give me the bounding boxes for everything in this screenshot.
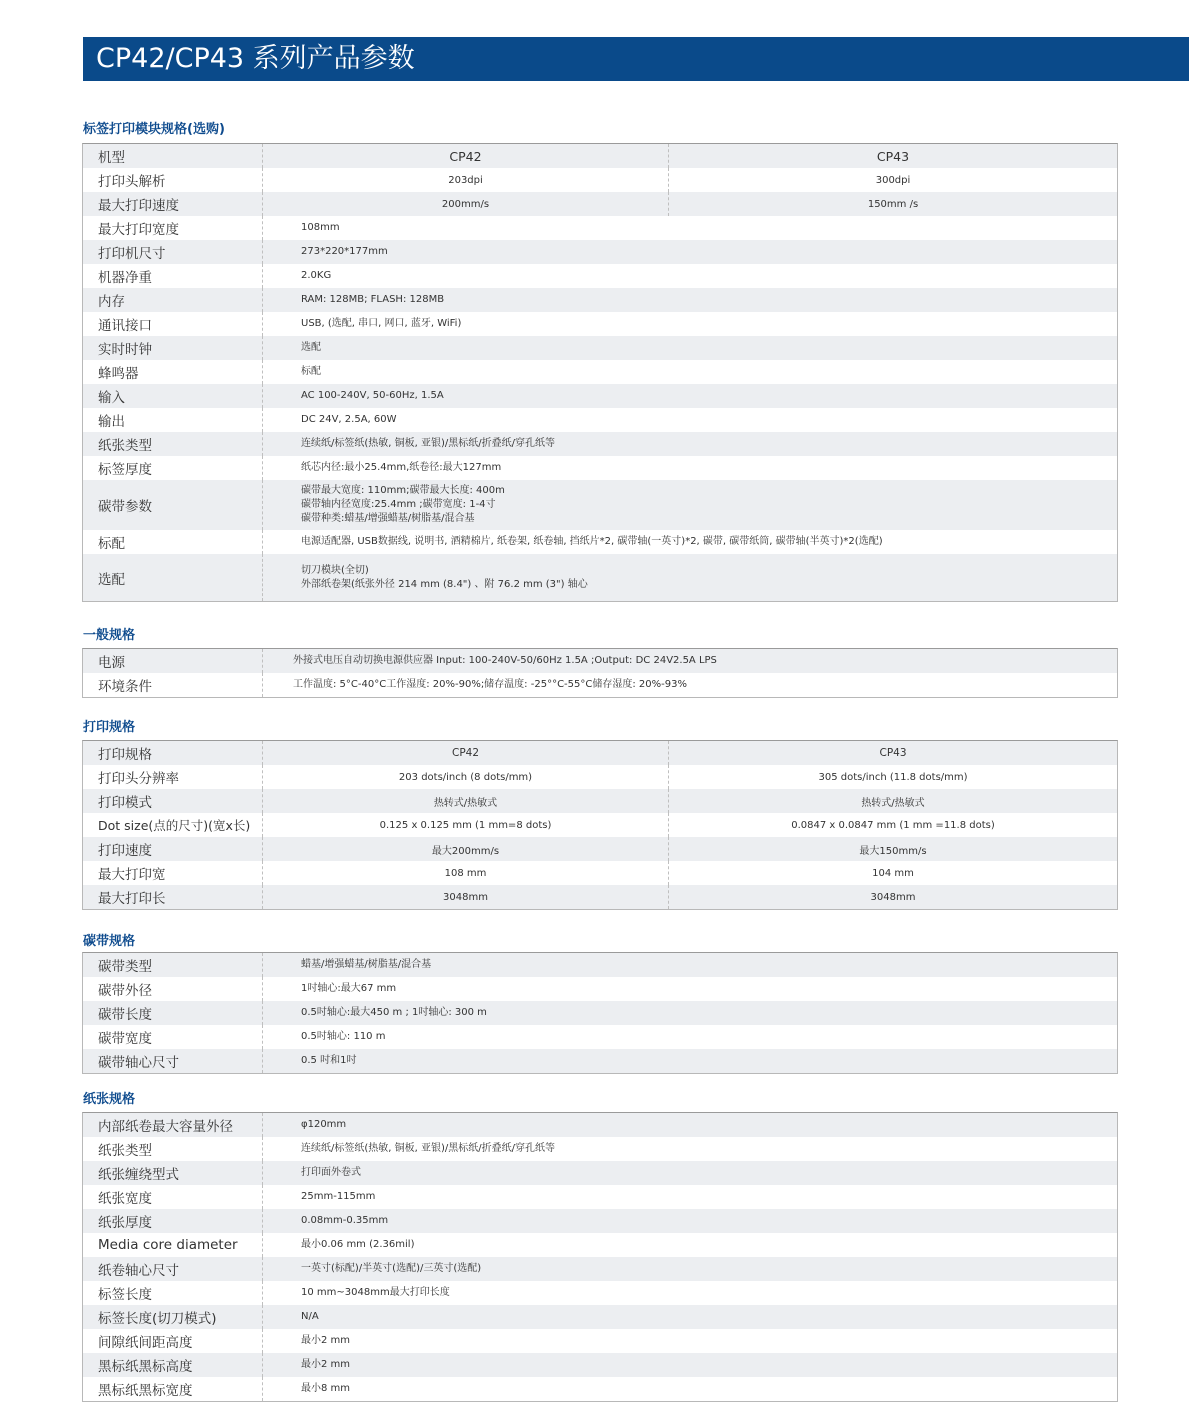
table-row <box>83 1137 1117 1161</box>
row-label: 标签厚度 <box>83 456 263 480</box>
table-row <box>83 1353 1117 1377</box>
row-label: 实时时钟 <box>83 336 263 360</box>
row-value: 最小2 mm <box>301 1359 351 1370</box>
ribbon-table <box>82 952 1118 1074</box>
table-row <box>83 554 1117 601</box>
table-row <box>83 480 1117 530</box>
general-table <box>82 648 1118 698</box>
table-row <box>83 1233 1117 1257</box>
row-label: 机型 <box>83 144 263 168</box>
row-value: 工作温度: 5°C-40°C工作湿度: 20%-90%;储存温度: -25°°C-55°C储存湿度: 20%-93% <box>293 679 687 690</box>
row-label: 纸张缠绕型式 <box>83 1161 263 1185</box>
row-label: 电源 <box>83 649 263 673</box>
cell-cp42: CP42 <box>263 144 669 168</box>
row-value: N/A <box>301 1311 319 1322</box>
table-row <box>83 1113 1117 1137</box>
row-label: 黑标纸黑标高度 <box>83 1353 263 1377</box>
table-row <box>83 240 1117 264</box>
row-label: 标签长度(切刀模式) <box>83 1305 263 1329</box>
table-row <box>83 1257 1117 1281</box>
table-row <box>83 336 1117 360</box>
cell-cp43: CP43 <box>876 148 910 164</box>
table-row <box>83 741 1117 765</box>
print-table <box>82 740 1118 910</box>
table-row <box>83 885 1117 909</box>
row-value: 108mm <box>301 222 340 233</box>
row-value: 一英寸(标配)/半英寸(选配)/三英寸(选配) <box>301 1263 482 1274</box>
cell-cp42: 203 dots/inch (8 dots/mm) <box>263 765 669 789</box>
table-row <box>83 1281 1117 1305</box>
table-row <box>83 837 1117 861</box>
row-value: 0.08mm-0.35mm <box>301 1215 389 1226</box>
row-value: 连续纸/标签纸(热敏, 铜板, 亚银)/黑标纸/折叠纸/穿孔纸等 <box>301 1143 555 1154</box>
table-row <box>83 1329 1117 1353</box>
row-label: 最大打印宽 <box>83 861 263 885</box>
row-label: 纸卷轴心尺寸 <box>83 1257 263 1281</box>
row-value: 0.5吋轴心:最大450 m ; 1吋轴心: 300 m <box>301 1007 487 1018</box>
table-row <box>83 649 1117 673</box>
ribbon-line-2: 碳带轴内径宽度:25.4mm ;碳带宽度: 1-4寸 <box>301 499 496 510</box>
row-label: 打印机尺寸 <box>83 240 263 264</box>
row-value: USB, (选配, 串口, 网口, 蓝牙, WiFi) <box>301 318 462 329</box>
row-label: 打印头分辨率 <box>83 765 263 789</box>
table-row <box>83 1305 1117 1329</box>
page-title-banner: CP42/CP43 系列产品参数 <box>83 37 1189 81</box>
cell-cp43: 305 dots/inch (11.8 dots/mm) <box>818 771 968 783</box>
table-row <box>83 1185 1117 1209</box>
cell-cp43: 150mm /s <box>867 198 919 210</box>
section-title-ribbon: 碳带规格 <box>83 934 136 949</box>
row-value: 0.5吋轴心: 110 m <box>301 1031 386 1042</box>
table-row <box>83 1001 1117 1025</box>
table-row <box>83 789 1117 813</box>
table-row <box>83 408 1117 432</box>
row-label: 最大打印长 <box>83 885 263 909</box>
row-label: Dot size(点的尺寸)(宽x长) <box>83 813 263 837</box>
row-label: 最大打印速度 <box>83 192 263 216</box>
cell-cp42: 3048mm <box>263 885 669 909</box>
row-label: 打印速度 <box>83 837 263 861</box>
row-label: 选配 <box>83 554 263 601</box>
table-row <box>83 861 1117 885</box>
cell-cp43: 热转式/热敏式 <box>861 797 925 809</box>
row-label: 纸张类型 <box>83 432 263 456</box>
row-label: 打印模式 <box>83 789 263 813</box>
row-label: 通讯接口 <box>83 312 263 336</box>
row-label: 标配 <box>83 530 263 554</box>
row-value: φ120mm <box>301 1119 347 1130</box>
table-row <box>83 765 1117 789</box>
row-value: 1吋轴心:最大67 mm <box>301 983 397 994</box>
section-title-label-module: 标签打印模块规格(选购) <box>83 122 225 137</box>
table-row <box>83 360 1117 384</box>
row-value: 外接式电压自动切换电源供应器 Input: 100-240V-50/60Hz 1.5A ;Output: DC 24V2.5A LPS <box>293 655 717 666</box>
row-label: 碳带类型 <box>83 953 263 977</box>
table-row <box>83 530 1117 554</box>
table-row <box>83 813 1117 837</box>
row-label: 蜂鸣器 <box>83 360 263 384</box>
row-label: 环境条件 <box>83 673 263 697</box>
row-label: 输入 <box>83 384 263 408</box>
table-row <box>83 264 1117 288</box>
row-value: 最小0.06 mm (2.36mil) <box>301 1239 415 1250</box>
row-label: 输出 <box>83 408 263 432</box>
table-row <box>83 1209 1117 1233</box>
cell-cp43: 最大150mm/s <box>859 845 927 857</box>
row-value <box>263 564 1117 592</box>
table-row <box>83 977 1117 1001</box>
table-row <box>83 1161 1117 1185</box>
table-row <box>83 1025 1117 1049</box>
table-row <box>83 312 1117 336</box>
ribbon-line-3: 碳带种类:蜡基/增强蜡基/树脂基/混合基 <box>301 513 475 524</box>
cell-cp42: 0.125 x 0.125 mm (1 mm=8 dots) <box>263 813 669 837</box>
cell-cp43: 3048mm <box>870 891 916 903</box>
row-label: 碳带轴心尺寸 <box>83 1049 263 1073</box>
row-value: 电源适配器, USB数据线, 说明书, 酒精棉片, 纸卷架, 纸卷轴, 挡纸片*2, 碳带轴(一英寸)*2, 碳带, 碳带纸筒, 碳带轴(半英寸)*2(选配) <box>301 536 883 547</box>
cell-cp42: 最大200mm/s <box>263 837 669 861</box>
row-value: 0.5 吋和1吋 <box>301 1055 357 1066</box>
section-title-general: 一般规格 <box>83 628 136 643</box>
row-value: 273*220*177mm <box>301 246 388 257</box>
row-label: 碳带长度 <box>83 1001 263 1025</box>
row-value: 打印面外卷式 <box>301 1167 361 1178</box>
row-label: 碳带宽度 <box>83 1025 263 1049</box>
cell-cp42: 200mm/s <box>263 192 669 216</box>
table-row <box>83 673 1117 697</box>
row-label: 碳带参数 <box>83 480 263 530</box>
row-label: 标签长度 <box>83 1281 263 1305</box>
row-label: 最大打印宽度 <box>83 216 263 240</box>
row-label: 内部纸卷最大容量外径 <box>83 1113 263 1137</box>
row-value: 最小8 mm <box>301 1383 351 1394</box>
row-value: 10 mm~3048mm最大打印长度 <box>301 1287 450 1298</box>
row-value: 2.0KG <box>301 270 332 281</box>
table-row <box>83 384 1117 408</box>
table-row <box>83 1377 1117 1401</box>
table-row <box>83 432 1117 456</box>
cell-cp43: 104 mm <box>872 867 914 879</box>
cell-cp42: 热转式/热敏式 <box>263 789 669 813</box>
cell-cp43: CP43 <box>879 747 907 759</box>
table-row <box>83 456 1117 480</box>
row-value: AC 100-240V, 50-60Hz, 1.5A <box>301 390 444 401</box>
section-title-print: 打印规格 <box>83 720 136 735</box>
row-value: 标配 <box>301 366 321 377</box>
row-label: 纸张厚度 <box>83 1209 263 1233</box>
row-label: 间隙纸间距高度 <box>83 1329 263 1353</box>
paper-table <box>82 1112 1118 1402</box>
cell-cp42: 108 mm <box>263 861 669 885</box>
row-value <box>263 484 1117 526</box>
row-label: 内存 <box>83 288 263 312</box>
cell-cp43: 300dpi <box>875 174 911 186</box>
row-value: RAM: 128MB; FLASH: 128MB <box>301 294 445 305</box>
row-value: 蜡基/增强蜡基/树脂基/混合基 <box>301 959 432 970</box>
row-label: 打印规格 <box>83 741 263 765</box>
row-value: 25mm-115mm <box>301 1191 376 1202</box>
table-row <box>83 953 1117 977</box>
row-value: 最小2 mm <box>301 1335 351 1346</box>
row-label: Media core diameter <box>83 1233 263 1257</box>
table-row <box>83 192 1117 216</box>
optional-line-1: 切刀模块(全切) <box>301 564 369 576</box>
cell-cp43: 0.0847 x 0.0847 mm (1 mm =11.8 dots) <box>791 819 995 831</box>
row-label: 纸张宽度 <box>83 1185 263 1209</box>
row-value: DC 24V, 2.5A, 60W <box>301 414 397 425</box>
row-value: 连续纸/标签纸(热敏, 铜板, 亚银)/黑标纸/折叠纸/穿孔纸等 <box>301 438 555 449</box>
table-row <box>83 1049 1117 1073</box>
table-row <box>83 288 1117 312</box>
section-title-paper: 纸张规格 <box>83 1092 136 1107</box>
cell-cp42: 203dpi <box>263 168 669 192</box>
table-row <box>83 168 1117 192</box>
row-value: 选配 <box>301 342 321 353</box>
row-label: 纸张类型 <box>83 1137 263 1161</box>
ribbon-line-1: 碳带最大宽度: 110mm;碳带最大长度: 400m <box>301 485 505 496</box>
row-label: 机器净重 <box>83 264 263 288</box>
row-label: 黑标纸黑标宽度 <box>83 1377 263 1401</box>
table-row <box>83 216 1117 240</box>
optional-line-2: 外部纸卷架(纸张外径 214 mm (8.4") 、附 76.2 mm (3") 轴心 <box>301 578 588 590</box>
row-value: 纸芯内径:最小25.4mm,纸卷径:最大127mm <box>301 462 502 473</box>
label-module-table <box>82 143 1118 602</box>
row-label: 打印头解析 <box>83 168 263 192</box>
table-row <box>83 144 1117 168</box>
cell-cp42: CP42 <box>263 741 669 765</box>
row-label: 碳带外径 <box>83 977 263 1001</box>
